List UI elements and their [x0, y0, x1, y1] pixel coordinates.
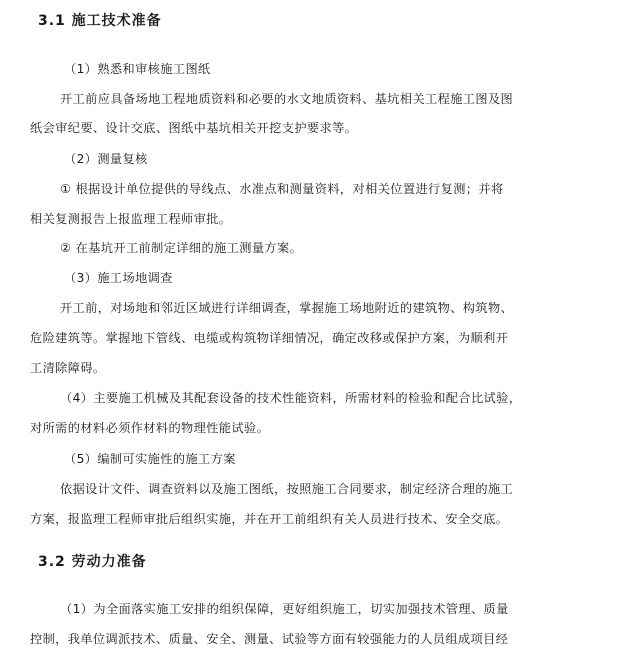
paragraph-line: ① 根据设计单位提供的导线点、水准点和测量资料，对相关位置进行复测；并将: [60, 182, 504, 196]
item-5-heading: （5）编制可实施性的施工方案: [64, 452, 236, 466]
item-1-heading: （1）熟悉和审核施工图纸: [64, 62, 211, 76]
paragraph-line: 开工前应具备场地工程地质资料和必要的水文地质资料、基坑相关工程施工图及图: [60, 92, 514, 106]
paragraph-line: 对所需的材料必须作材料的物理性能试验。: [30, 421, 270, 435]
paragraph-line: 工清除障碍。: [30, 361, 106, 375]
section-3-1-title: 3.1 施工技术准备: [38, 13, 162, 29]
paragraph-line: 纸会审纪要、设计交底、图纸中基坑相关开挖支护要求等。: [30, 121, 358, 135]
paragraph-line: 方案，报监理工程师审批后组织实施，并在开工前组织有关人员进行技术、安全交底。: [30, 512, 509, 526]
item-2-heading: （2）测量复核: [64, 152, 148, 166]
item-3-heading: （3）施工场地调查: [64, 271, 173, 285]
paragraph-line: 依据设计文件、调查资料以及施工图纸，按照施工合同要求，制定经济合理的施工: [60, 482, 514, 496]
paragraph-line: 开工前，对场地和邻近区域进行详细调查，掌握施工场地附近的建筑物、构筑物、: [60, 301, 514, 315]
item-4-line: （4）主要施工机械及其配套设备的技术性能资料，所需材料的检验和配合比试验，: [60, 391, 522, 405]
paragraph-line: 控制，我单位调派技术、质量、安全、测量、试验等方面有较强能力的人员组成项目经: [30, 632, 509, 646]
paragraph-line: ② 在基坑开工前制定详细的施工测量方案。: [60, 241, 303, 255]
paragraph-line: 危险建筑等。掌握地下管线、电缆或构筑物详细情况，确定改移或保护方案，为顺利开: [30, 331, 509, 345]
paragraph-line: （1）为全面落实施工安排的组织保障，更好组织施工，切实加强技术管理、质量: [60, 602, 509, 616]
section-3-2-title: 3.2 劳动力准备: [38, 554, 147, 570]
paragraph-line: 相关复测报告上报监理工程师审批。: [30, 212, 232, 226]
